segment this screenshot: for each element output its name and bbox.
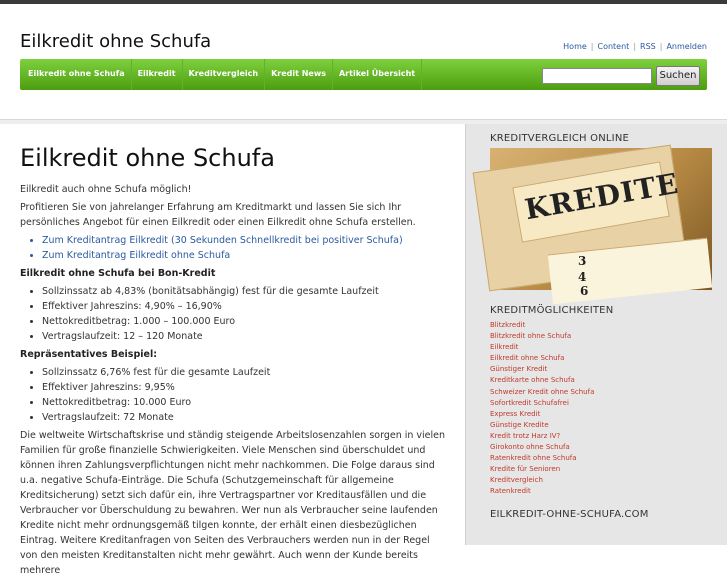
folder-number: 3 xyxy=(578,254,587,268)
kreditantrag-link[interactable] xyxy=(42,233,448,248)
nav-item-kredit-news[interactable]: Kredit News xyxy=(265,59,333,90)
article-heading: Eilkredit ohne Schufa xyxy=(20,144,275,172)
sidebar-link[interactable]: Eilkredit ohne Schufa xyxy=(490,354,565,363)
sidebar-link[interactable]: Kredit trotz Harz IV? xyxy=(490,431,561,440)
kreditantrag-link-text[interactable]: Zum Kreditantrag Eilkredit (30 Sekunden Schnellkredit bei positiver Schufa) xyxy=(42,235,403,246)
site-title[interactable]: Eilkredit ohne Schufa xyxy=(20,31,212,52)
nav-item-eilkredit-ohne-schufa[interactable]: Eilkredit ohne Schufa xyxy=(20,59,132,90)
sidebar-link[interactable]: Kreditvergleich xyxy=(490,476,543,485)
sidebar-link[interactable]: Eilkredit xyxy=(490,343,519,352)
article-intro: Eilkredit auch ohne Schufa möglich! xyxy=(20,184,192,195)
search-button[interactable]: Suchen xyxy=(656,66,700,86)
article xyxy=(20,144,448,581)
sidebar-link[interactable]: Schweizer Kredit ohne Schufa xyxy=(490,387,595,396)
nav-item-kreditvergleich[interactable]: Kreditvergleich xyxy=(183,59,266,90)
list-item: • Vertragslaufzeit: 72 Monate xyxy=(42,410,448,425)
example-subheading: Repräsentatives Beispiel: xyxy=(20,349,158,360)
main-content-area xyxy=(0,120,465,576)
toplink-separator: | xyxy=(590,42,594,51)
example-list xyxy=(42,365,448,425)
article-intro-paragraph: Profitieren Sie von jahrelanger Erfahrung am Kreditmarkt und lassen Sie sich Ihr persönliches Angebot für einen Eilkredit oder einen Eilkredit ohne Schufa erstellen. xyxy=(20,202,416,228)
list-item: • Effektiver Jahreszins: 4,90% – 16,90% xyxy=(42,299,448,314)
list-item: • Nettokreditbetrag: 1.000 – 100.000 Euro xyxy=(42,314,448,329)
list-item: • Vertragslaufzeit: 12 – 120 Monate xyxy=(42,329,448,344)
sidebar-link[interactable]: Ratenkredit ohne Schufa xyxy=(490,454,577,463)
toplink-content[interactable]: Content xyxy=(597,42,630,51)
sidebar-inner xyxy=(490,132,712,524)
toplink-anmelden[interactable]: Anmelden xyxy=(666,42,707,51)
top-links xyxy=(563,42,707,51)
sidebar-link[interactable]: Express Kredit xyxy=(490,409,541,418)
sidebar-link[interactable]: Blitzkredit xyxy=(490,321,526,329)
kreditantrag-ohne-schufa-link-text[interactable]: Zum Kreditantrag Eilkredit ohne Schufa xyxy=(42,250,231,261)
toplink-home[interactable]: Home xyxy=(563,42,587,51)
sidebar-link[interactable]: Günstige Kredite xyxy=(490,420,549,429)
sidebar-link[interactable]: Kreditkarte ohne Schufa xyxy=(490,376,575,385)
sidebar-link[interactable]: Blitzkredit ohne Schufa xyxy=(490,332,572,341)
folder-number: 6 xyxy=(580,284,589,298)
nav-item-artikel-uebersicht[interactable]: Artikel Übersicht xyxy=(333,59,422,90)
sidebar-link[interactable]: Sofortkredit Schufafrei xyxy=(490,398,569,407)
sidebar-title-eilkredit-com: EILKREDIT-OHNE-SCHUFA.COM xyxy=(490,508,649,520)
kreditantrag-ohne-schufa-link[interactable] xyxy=(42,248,448,263)
toplink-separator: | xyxy=(633,42,637,51)
sidebar-link[interactable]: Kredite für Senioren xyxy=(490,465,561,474)
toplink-rss[interactable]: RSS xyxy=(640,42,656,51)
list-item: • Effektiver Jahreszins: 9,95% xyxy=(42,380,448,395)
sidebar-title-kreditmoeglichkeiten: KREDITMÖGLICHKEITEN xyxy=(490,305,614,316)
site-header xyxy=(0,4,727,120)
list-item: • Sollzinssatz ab 4,83% (bonitätsabhängig) fest für die gesamte Laufzeit xyxy=(42,284,448,299)
nav-item-eilkredit[interactable]: Eilkredit xyxy=(132,59,183,90)
toplink-separator: | xyxy=(659,42,663,51)
sidebar-title-kreditvergleich: KREDITVERGLEICH ONLINE xyxy=(490,133,630,144)
sidebar-link[interactable]: Günstiger Kredit xyxy=(490,365,548,374)
folder-number: 4 xyxy=(578,270,587,284)
list-item: • Nettokreditbetrag: 10.000 Euro xyxy=(42,395,448,410)
kredite-folder-image[interactable] xyxy=(490,148,712,298)
sidebar-link[interactable]: Ratenkredit xyxy=(490,487,531,496)
conditions-list xyxy=(42,284,448,344)
article-body: Die weltweite Wirtschaftskrise und ständig steigende Arbeitslosenzahlen sorgen in vielen Familien für große finanzielle Schwierigkeiten. Viele Menschen sind überschuldet und können ihren Zahlungsverpflichtungen nicht mehr nachkommen. Die Folge daraus sind u.a. negative Schufa-Einträge. Die Schufa (Schutzgemeinschaft für allgemeine Kreditsicherung) setzt sich dafür ein, ihre Vertragspartner vor Kreditausfällen und die Verbraucher vor Überschuldung zu bewahren. Wer nun als Verbraucher seine laufenden Kredite nicht mehr ordnungsgemäß tilgen konnte, der erhält einen diesbezüglichen Eintrag. Weitere Kreditanfragen von Seiten des Verbrauchers werden nun in der Regel von den meisten Kreditanstalten nicht mehr gewährt. Auch wenn der Kunde bereits mehrere xyxy=(20,430,446,576)
sidebar-link[interactable]: Girokonto ohne Schufa xyxy=(490,443,570,452)
search-input[interactable] xyxy=(542,68,652,84)
article-link-list xyxy=(42,233,448,263)
article-subheading: Eilkredit ohne Schufa bei Bon-Kredit xyxy=(20,268,216,279)
folder-label: KREDITE xyxy=(522,166,682,227)
list-item: • Sollzinssatz 6,76% fest für die gesamte Laufzeit xyxy=(42,365,448,380)
kredit-links-list xyxy=(490,320,712,498)
sidebar xyxy=(465,124,727,545)
